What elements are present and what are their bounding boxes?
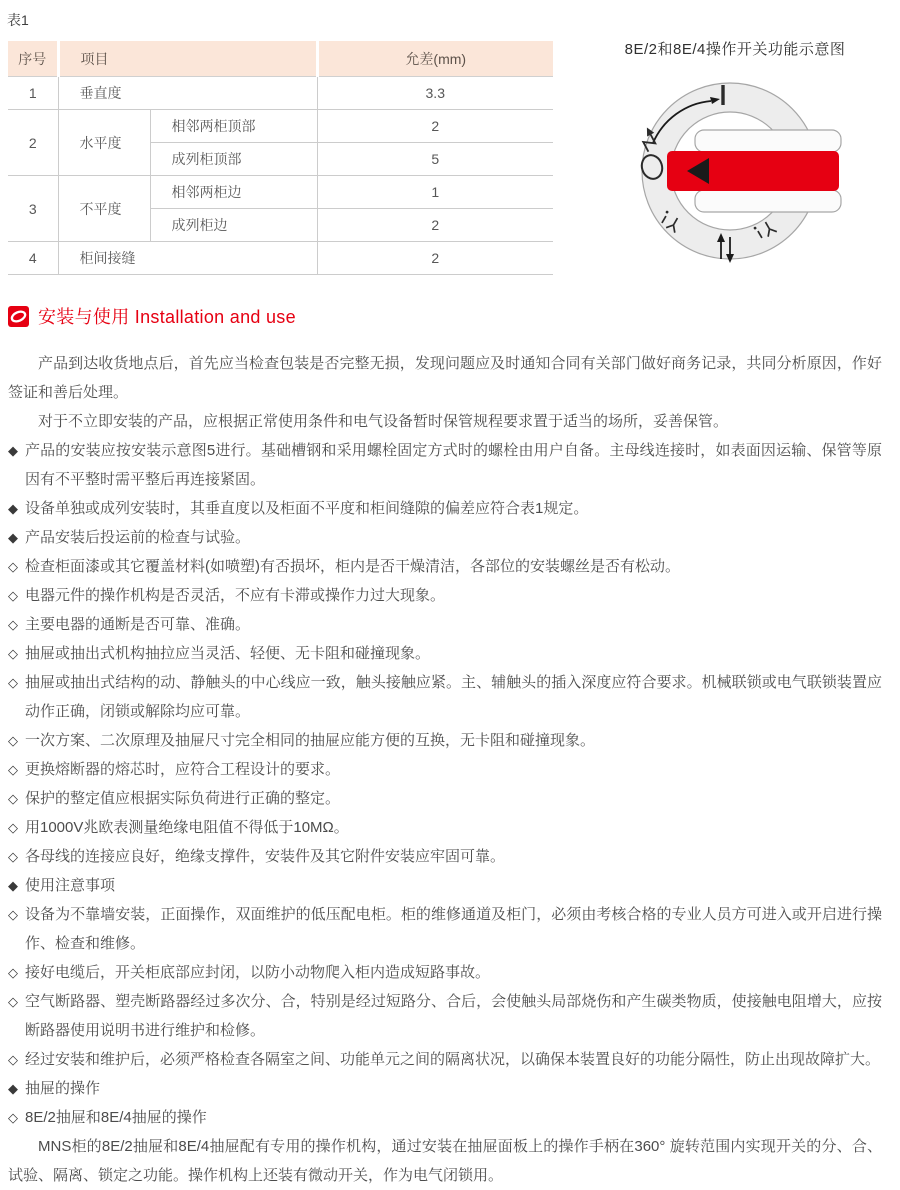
diamond-bullet-icon: ◆ [8,501,18,516]
diamond-bullet-icon: ◇ [8,588,18,603]
diamond-bullet-icon: ◇ [8,820,18,835]
list-item-text: 更换熔断器的熔芯时，应符合工程设计的要求。 [25,761,341,778]
list-item [8,436,882,494]
list-item [8,1045,882,1074]
column-header-no: 序号 [8,41,58,77]
paragraph [8,407,882,436]
paragraph-text: 对于不立即安装的产品，应根据正常使用条件和电气设备暂时保管规程要求置于适当的场所，妥善保管。 [38,413,729,430]
paragraph-text: MNS柜的8E/2抽屉和8E/4抽屉配有专用的操作机构，通过安装在抽屉面板上的操作手柄在360° 旋转范围内实现开关的分、合、试验、隔离、锁定之功能。操作机构上还装有微动开关，作为电气闭锁用。 [8,1138,882,1184]
list-item [8,958,882,987]
diamond-bullet-icon: ◆ [8,530,18,545]
list-item-text: 一次方案、二次原理及抽屉尺寸完全相同的抽屉应能方便的互换，无卡阻和碰撞现象。 [25,732,596,749]
list-item [8,552,882,581]
table-header-row [8,41,553,77]
diamond-bullet-icon: ◇ [8,675,18,690]
table-row [8,242,553,275]
cell-tolerance: 2 [317,110,553,143]
list-item [8,610,882,639]
list-item [8,871,882,900]
diamond-bullet-icon: ◇ [8,1052,18,1067]
list-item [8,987,882,1045]
list-item [8,1074,882,1103]
list-item-text: 检查柜面漆或其它覆盖材料(如喷塑)有否损坏，柜内是否干燥清洁，各部位的安装螺丝是否有松动。 [25,558,680,575]
diamond-bullet-icon: ◆ [8,1081,18,1096]
cell-no: 3 [8,176,58,242]
list-item-text: 主要电器的通断是否可靠、准确。 [25,616,251,633]
column-header-item: 项目 [58,41,317,77]
section-title-zh: 安装与使用 [38,307,130,327]
list-item-text: 各母线的连接应良好，绝缘支撑件，安装件及其它附件安装应牢固可靠。 [25,848,506,865]
section-header [8,303,296,329]
handle-top-bar [695,130,841,152]
cell-tolerance: 5 [317,143,553,176]
list-item-text: 抽屉的操作 [25,1080,101,1097]
list-item-text: 保护的整定值应根据实际负荷进行正确的整定。 [25,790,341,807]
list-item [8,813,882,842]
list-item-text: 设备为不靠墙安装，正面操作，双面维护的低压配电柜。柜的维修通道及柜门，必须由考核合格的专业人员方可进入或开启进行操作、检查和维修。 [25,906,882,952]
list-item-text: 空气断路器、塑壳断路器经过多次分、合，特别是经过短路分、合后，会使触头局部烧伤和产生碳类物质，使接触电阻增大，应按断路器使用说明书进行维护和检修。 [25,993,882,1039]
table-row [8,110,553,143]
list-item [8,755,882,784]
switch-function-diagram [590,38,880,276]
paragraph [8,349,882,407]
table-caption: 表1 [7,12,29,28]
list-item-text: 抽屉或抽出式机构抽拉应当灵活、轻便、无卡阻和碰撞现象。 [25,645,431,662]
paragraph [8,1132,882,1190]
cell-subitem: 相邻两柜顶部 [150,110,317,143]
section-title [38,303,296,329]
cell-tolerance: 2 [317,242,553,275]
list-item [8,1103,882,1132]
list-item-text: 设备单独或成列安装时，其垂直度以及柜面不平度和柜间缝隙的偏差应符合表1规定。 [25,500,589,517]
list-item [8,668,882,726]
tolerance-table [8,41,553,275]
diamond-bullet-icon: ◇ [8,907,18,922]
list-item-text: 用1000V兆欧表测量绝缘电阻值不得低于10MΩ。 [25,819,349,836]
diamond-bullet-icon: ◇ [8,849,18,864]
list-item-text: 电器元件的操作机构是否灵活，不应有卡滞或操作力过大现象。 [25,587,446,604]
list-item-text: 产品的安装应按安装示意图5进行。基础槽钢和采用螺栓固定方式时的螺栓由用户自备。主母线连接时，如表面因运输、保管等原因有不平整时需平整后再连接紧固。 [25,442,882,488]
cell-item: 柜间接缝 [58,242,317,275]
cell-item: 垂直度 [58,77,317,110]
list-item-text: 经过安装和维护后，必须严格检查各隔室之间、功能单元之间的隔离状况，以确保本装置良好的功能分隔性，防止出现故障扩大。 [25,1051,881,1068]
list-item [8,494,882,523]
diamond-bullet-icon: ◆ [8,878,18,893]
section-body [8,349,882,1190]
diamond-bullet-icon: ◇ [8,617,18,632]
table-row [8,176,553,209]
section-title-en: Installation and use [129,307,296,327]
diamond-bullet-icon: ◇ [8,965,18,980]
cell-tolerance: 2 [317,209,553,242]
cell-tolerance: 1 [317,176,553,209]
list-item-text: 产品安装后投运前的检查与试验。 [25,529,251,546]
list-item-text: 接好电缆后，开关柜底部应封闭，以防小动物爬入柜内造成短路事故。 [25,964,491,981]
list-item [8,842,882,871]
cell-no: 2 [8,110,58,176]
cell-subitem: 成列柜顶部 [150,143,317,176]
cell-item: 水平度 [58,110,150,176]
rotary-switch-knob-icon [590,61,880,276]
list-item [8,639,882,668]
list-item-text: 8E/2抽屉和8E/4抽屉的操作 [25,1109,207,1126]
brand-logo-icon [8,306,29,327]
list-item [8,726,882,755]
cell-tolerance: 3.3 [317,77,553,110]
diamond-bullet-icon: ◇ [8,733,18,748]
cell-subitem: 成列柜边 [150,209,317,242]
column-header-tolerance: 允差(mm) [317,41,553,77]
diamond-bullet-icon: ◇ [8,1110,18,1125]
cell-subitem: 相邻两柜边 [150,176,317,209]
diamond-bullet-icon: ◇ [8,559,18,574]
list-item [8,581,882,610]
cell-no: 1 [8,77,58,110]
diagram-title: 8E/2和8E/4操作开关功能示意图 [624,41,846,58]
paragraph-text: 产品到达收货地点后，首先应当检查包装是否完整无损，发现问题应及时通知合同有关部门做好商务记录，共同分析原因，作好签证和善后处理。 [8,355,882,401]
cell-no: 4 [8,242,58,275]
diamond-bullet-icon: ◇ [8,646,18,661]
list-item [8,523,882,552]
list-item [8,900,882,958]
diamond-bullet-icon: ◇ [8,994,18,1009]
diamond-bullet-icon: ◇ [8,762,18,777]
list-item-text: 抽屉或抽出式结构的动、静触头的中心线应一致，触头接触应紧。主、辅触头的插入深度应符合要求。机械联锁或电气联锁装置应动作正确，闭锁或解除均应可靠。 [25,674,882,720]
diamond-bullet-icon: ◇ [8,791,18,806]
diamond-bullet-icon: ◆ [8,443,18,458]
list-item [8,784,882,813]
table-row [8,77,553,110]
handle-bottom-bar [695,190,841,212]
list-item-text: 使用注意事项 [25,877,116,894]
cell-item: 不平度 [58,176,150,242]
